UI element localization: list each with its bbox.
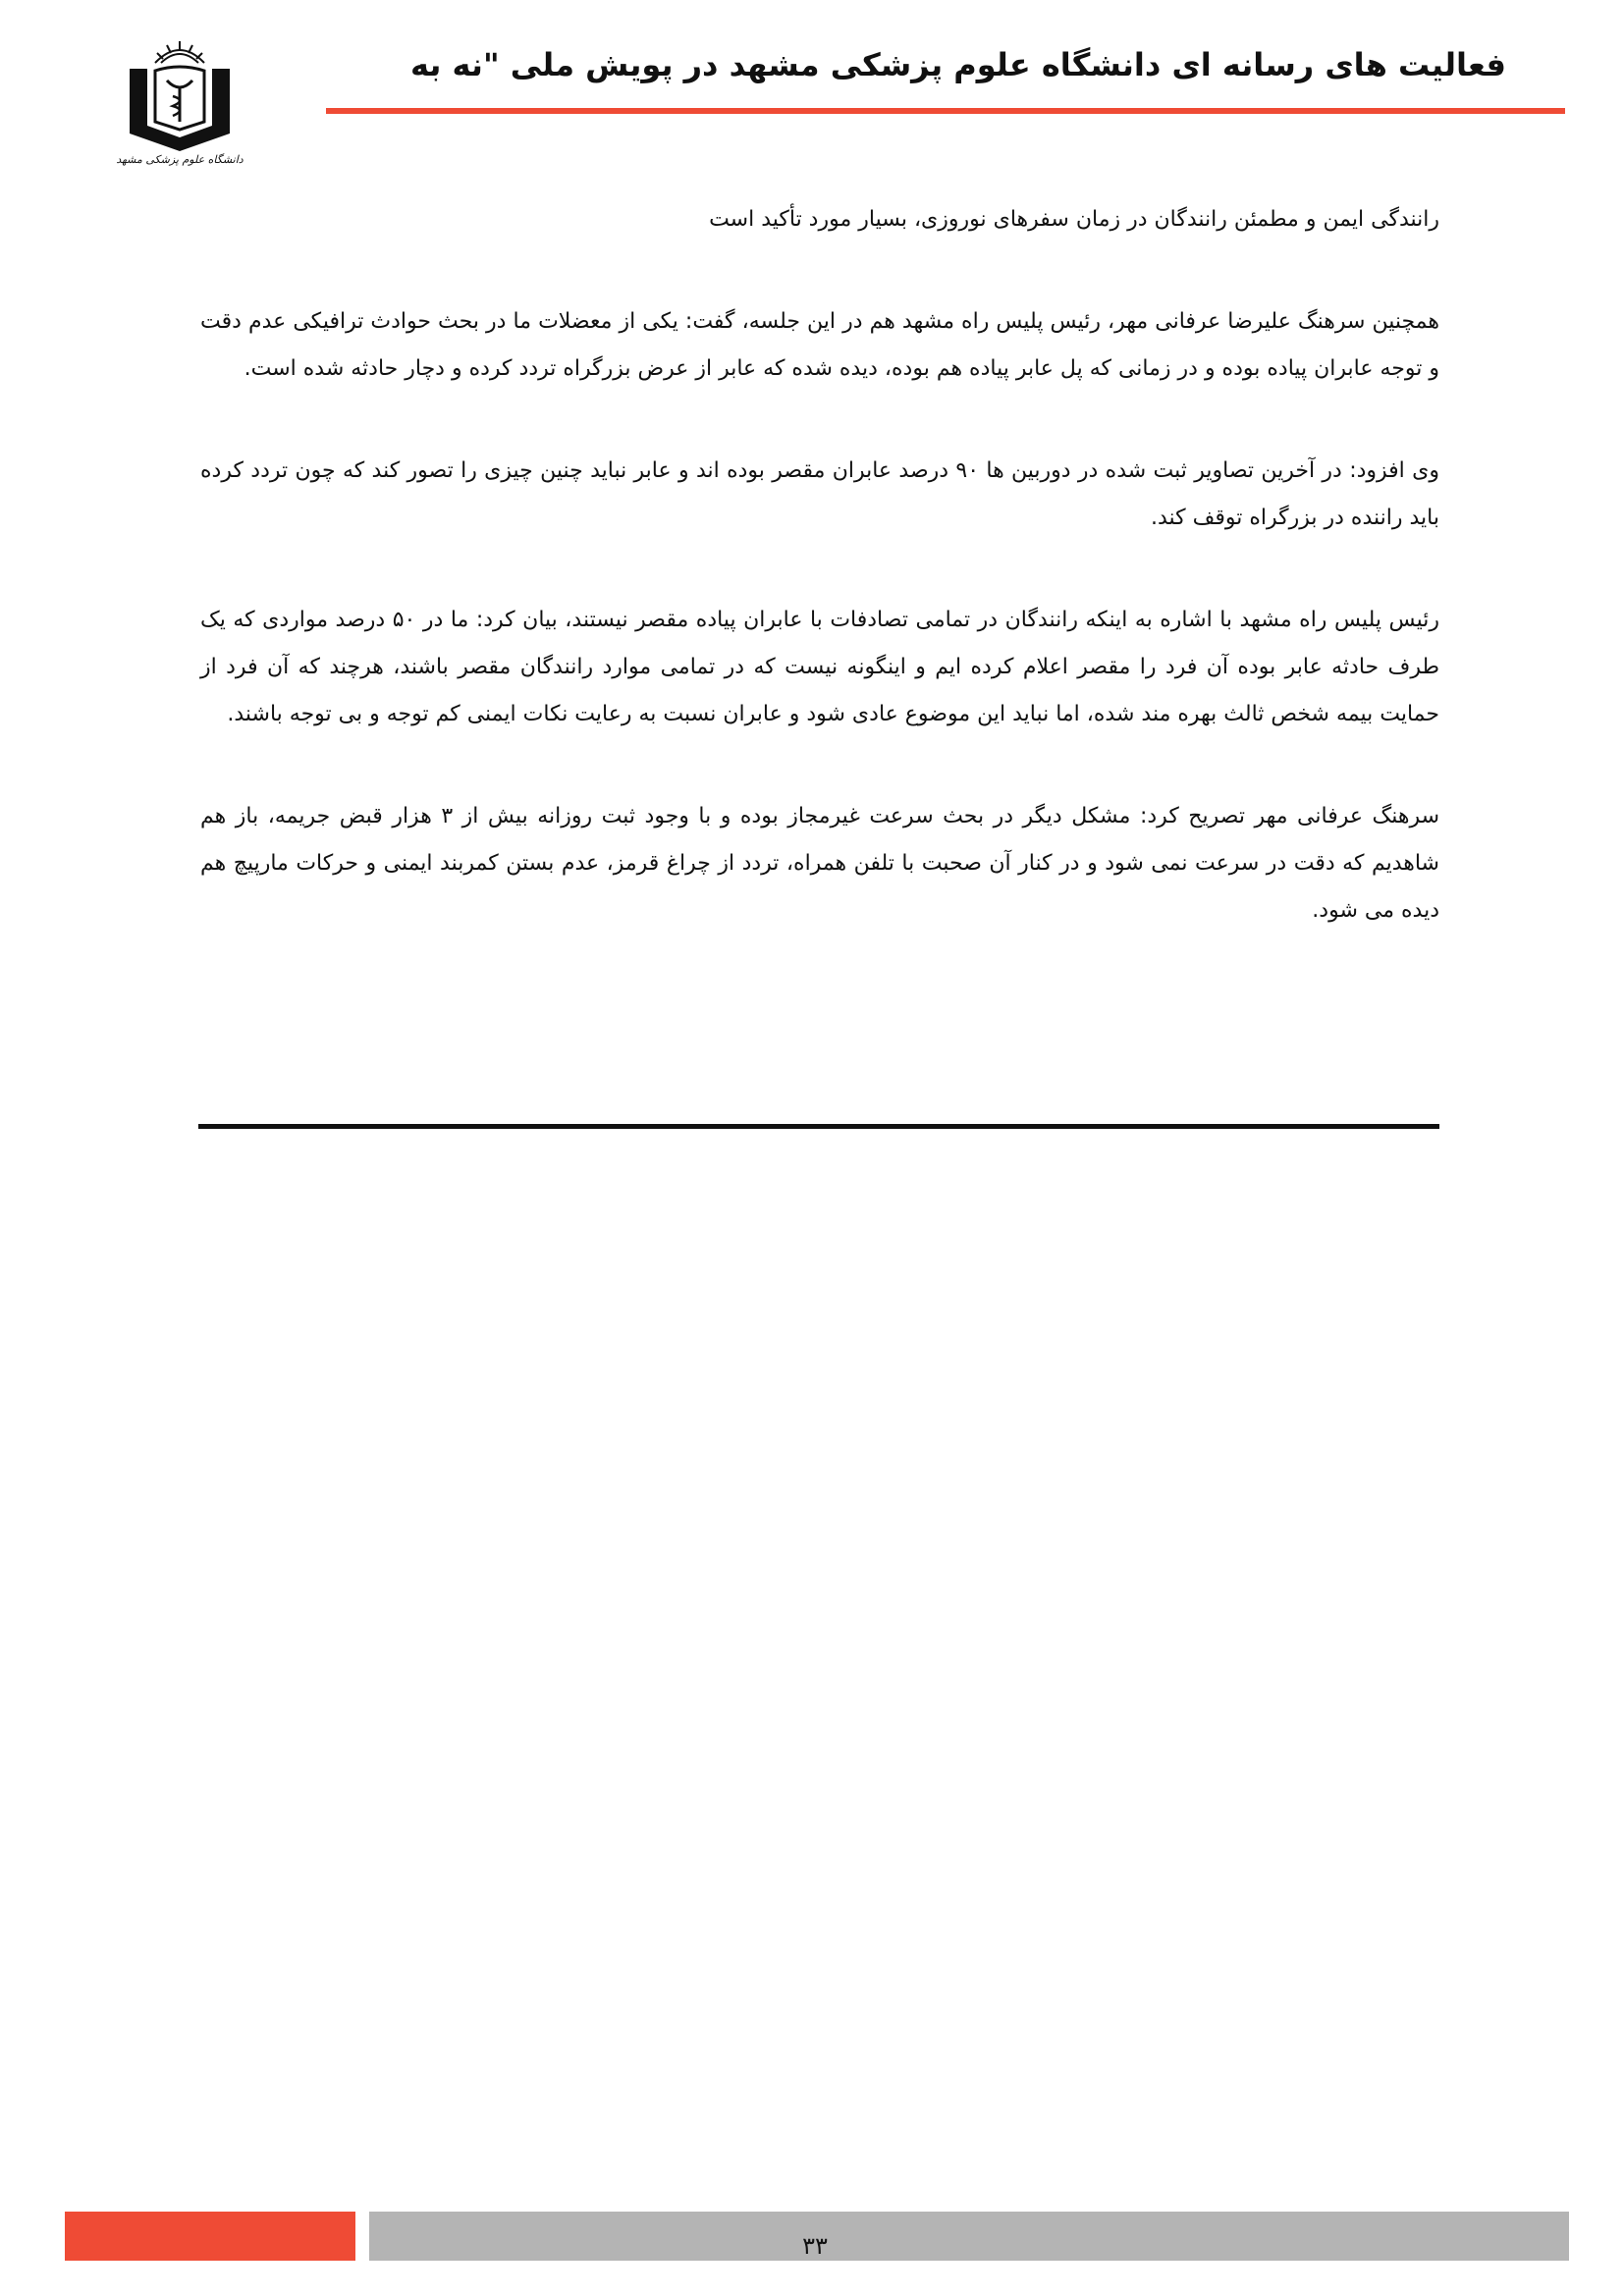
- footer-accent-bar: [65, 2212, 355, 2261]
- paragraph: همچنین سرهنگ علیرضا عرفانی مهر، رئیس پلیس راه مشهد هم در این جلسه، گفت: یکی از معضلات ما در بحث حوادث ترافیکی عدم دقت و توجه عابران پیاده بوده و در زمانی که پل عابر پیاده هم بوده، دیده شده که عابر از عرض بزرگراه تردد کرده و دچار حادثه شده است.: [200, 309, 1439, 381]
- paragraph: سرهنگ عرفانی مهر تصریح کرد: مشکل دیگر در بحث سرعت غیرمجاز بوده و با وجود ثبت روزانه بیش از ۳ هزار قبض جریمه، باز هم شاهدیم که دقت در سرعت نمی شود و در کنار آن صحبت با تلفن همراه، تردد از چراغ قرمز، عدم بستن کمربند ایمنی و حرکات مارپیچ هم دیده می شود.: [200, 804, 1440, 923]
- document-title: فعالیت های رسانه ای دانشگاه علوم پزشکی مشهد در پویش ملی "نه به: [409, 46, 1506, 83]
- logo-caption: دانشگاه علوم پزشکی مشهد: [116, 153, 244, 166]
- section-end-divider: [198, 1124, 1439, 1129]
- page-number: ۳۳: [802, 2232, 828, 2260]
- article-body: [200, 196, 1439, 989]
- paragraph: رئیس پلیس راه مشهد با اشاره به اینکه رانندگان در تمامی تصادفات با عابران پیاده مقصر نیستند، بیان کرد: ما در ۵۰ درصد مواردی که یک طرف حادثه عابر بوده آن فرد را مقصر اعلام کرده ایم و اینگونه نیست که در تمامی موارد رانندگان مقصر باشند، هرچند که آن فرد از حمایت بیمه شخص ثالث بهره مند شده، اما نباید این موضوع عادی شود و عابران نسبت به رعایت نکات ایمنی کم توجه و بی توجه باشند.: [200, 608, 1439, 726]
- paragraph: وی افزود: در آخرین تصاویر ثبت شده در دوربین ها ۹۰ درصد عابران مقصر بوده اند و عابر نباید چنین چیزی را تصور کند که چون تردد کرده باید راننده در بزرگراه توقف کند.: [200, 458, 1439, 530]
- paragraph: رانندگی ایمن و مطمئن رانندگان در زمان سفرهای نوروزی، بسیار مورد تأکید است: [709, 207, 1439, 232]
- header-divider: [326, 108, 1565, 114]
- university-logo: [116, 35, 244, 168]
- footer-bar: [369, 2212, 1569, 2261]
